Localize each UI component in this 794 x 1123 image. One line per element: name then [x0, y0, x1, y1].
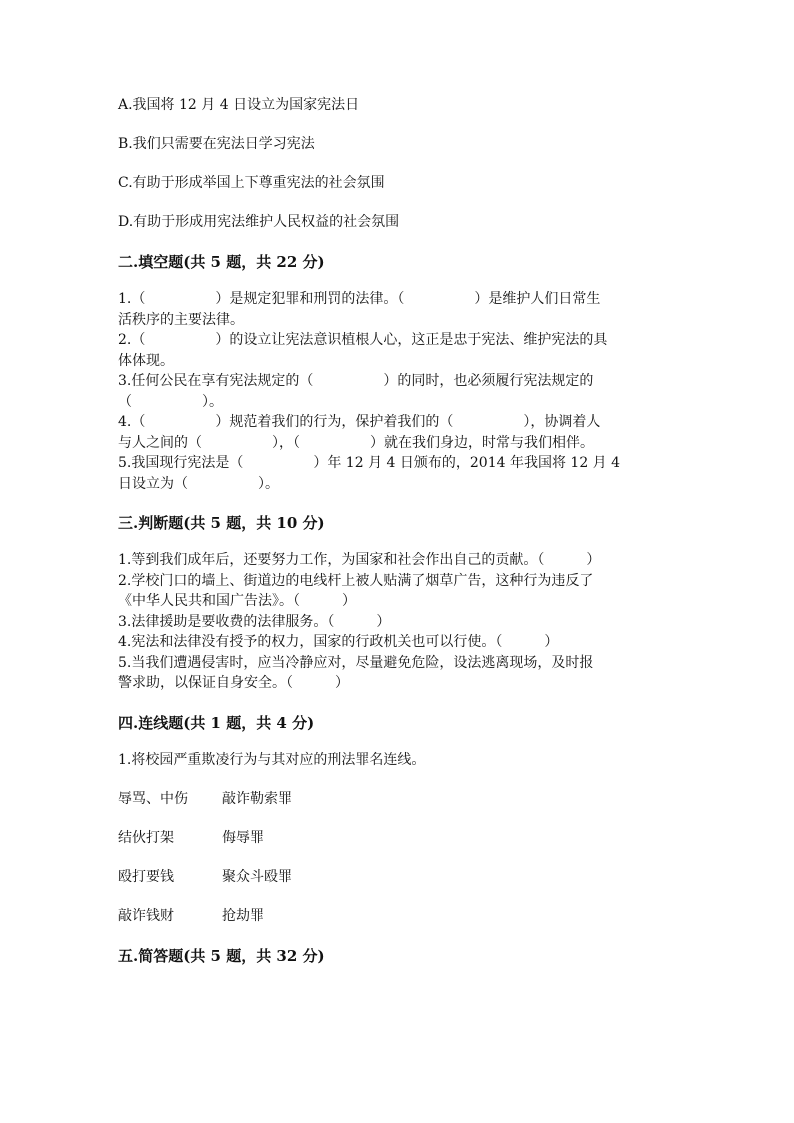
text-line: 3.法律援助是要收费的法律服务。（ ）: [118, 613, 391, 630]
match-row: [118, 789, 678, 809]
text-line: 2.（ ）的设立让宪法意识植根人心，这正是忠于宪法、维护宪法的具: [118, 332, 608, 348]
match-right-item: 侮辱罪: [222, 829, 264, 846]
text-line: 日设立为（ ）。: [118, 475, 279, 492]
text-line: 4.（ ）规范着我们的行为，保护着我们的（ ），协调着人: [118, 414, 601, 430]
text-line: 4.宪法和法律没有授予的权力，国家的行政机关也可以行使。（ ）: [118, 634, 559, 650]
text-line: 2.学校门口的墙上、街道边的电线杆上被人贴满了烟草广告，这种行为违反了: [118, 572, 594, 589]
option-d: D.有助于形成用宪法维护人民权益的社会氛围: [118, 214, 400, 230]
match-left-item: 敲诈钱财: [118, 907, 174, 924]
match-right-item: 聚众斗殴罪: [222, 868, 292, 885]
section-fill-blank-body: [118, 289, 678, 494]
text-line: 5.我国现行宪法是（ ）年 12 月 4 日颁布的，2014 年我国将 12 月 4: [118, 455, 621, 471]
match-row: [118, 906, 678, 926]
text-line: 3.任何公民在享有宪法规定的（ ）的同时，也必须履行宪法规定的: [118, 373, 594, 389]
text-line: 1.（ ）是规定犯罪和刑罚的法律。（ ）是维护人们日常生: [118, 291, 601, 307]
match-left-item: 辱骂、中伤: [118, 790, 188, 807]
text-line: 活秩序的主要法律。: [118, 311, 244, 328]
match-row: [118, 867, 678, 887]
matching-question: 1.将校园严重欺凌行为与其对应的刑法罪名连线。: [118, 751, 426, 768]
text-line: 警求助，以保证自身安全。（ ）: [118, 675, 349, 691]
section-true-false-body: [118, 550, 678, 694]
match-left-item: 殴打要钱: [118, 868, 174, 885]
option-c: C.有助于形成举国上下尊重宪法的社会氛围: [118, 175, 385, 191]
section-short-answer-title: 五.简答题(共 5 题，共 32 分): [118, 946, 325, 965]
option-a: A.我国将 12 月 4 日设立为国家宪法日: [118, 97, 360, 113]
exam-page: [118, 95, 678, 983]
text-line: 1.等到我们成年后，还要努力工作，为国家和社会作出自己的贡献。（ ）: [118, 552, 601, 568]
match-right-item: 抢劫罪: [222, 907, 264, 924]
text-line: 体体现。: [118, 352, 174, 369]
section-matching-title: 四.连线题(共 1 题，共 4 分): [118, 713, 315, 732]
text-line: 5.当我们遭遇侵害时，应当冷静应对，尽量避免危险，设法逃离现场，及时报: [118, 654, 594, 671]
section-fill-blank-title: 二.填空题(共 5 题，共 22 分): [118, 253, 325, 271]
text-line: 《中华人民共和国广告法》。（ ）: [118, 593, 356, 609]
option-b: B.我们只需要在宪法日学习宪法: [118, 136, 315, 152]
match-left-item: 结伙打架: [118, 829, 174, 846]
text-line: （ ）。: [118, 393, 223, 410]
match-row: [118, 828, 678, 848]
match-right-item: 敲诈勒索罪: [222, 790, 292, 807]
text-line: 与人之间的（ ），（ ）就在我们身边，时常与我们相伴。: [118, 434, 594, 451]
section-true-false-title: 三.判断题(共 5 题，共 10 分): [118, 514, 325, 532]
